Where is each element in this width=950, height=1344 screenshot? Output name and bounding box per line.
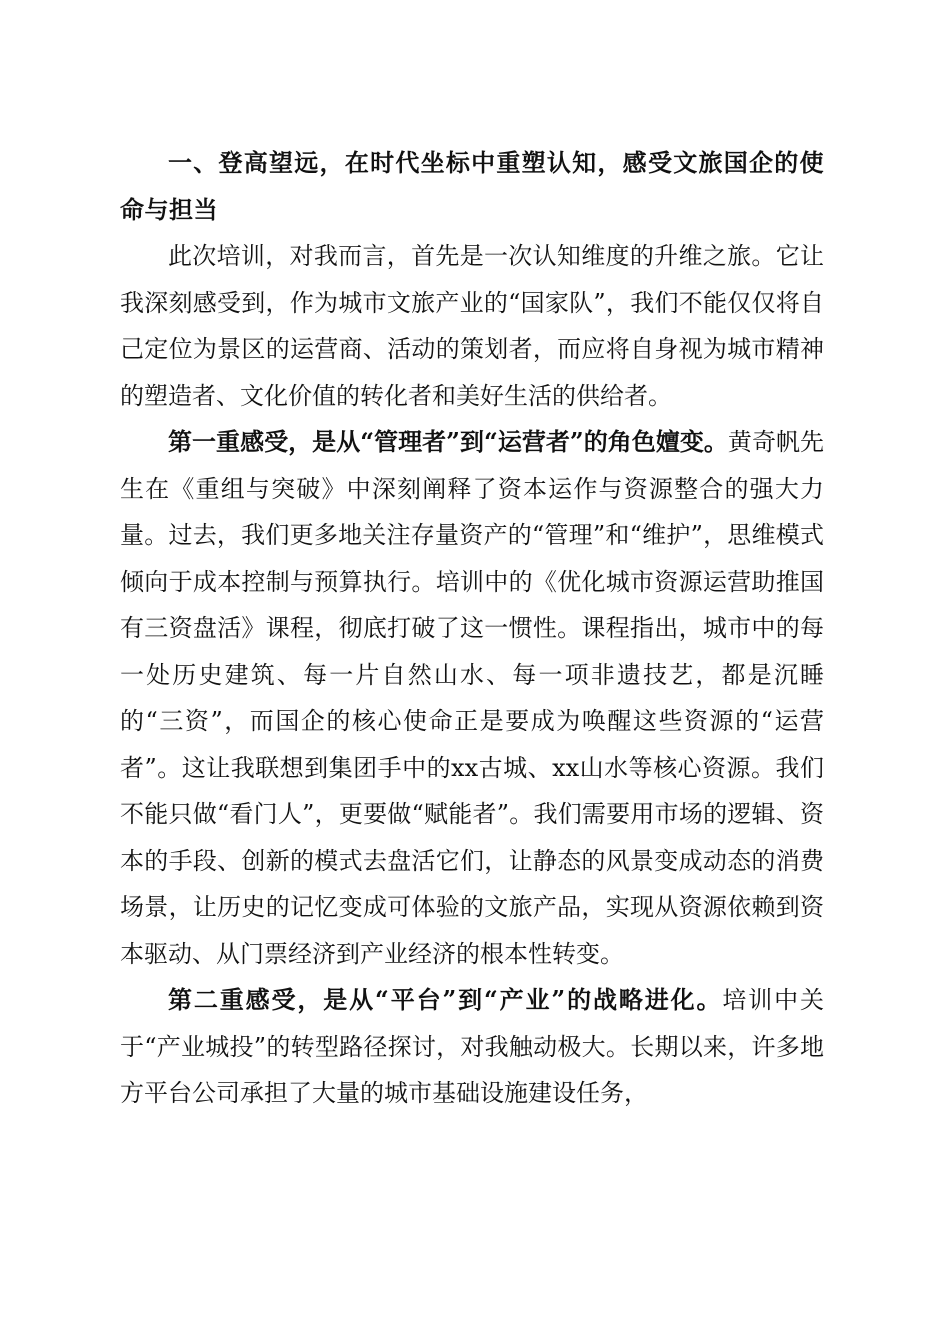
paragraph-3 xyxy=(120,977,824,1117)
paragraph-3-lead: 第二重感受，是从“平台”到“产业”的战略进化。 xyxy=(168,985,723,1014)
paragraph-2-text: 黄奇帆先生在《重组与突破》中深刻阐释了资本运作与资源整合的强大力量。过去，我们更多地关注存量资产的“管理”和“维护”，思维模式倾向于成本控制与预算执行。培训中的《优化城市资源运营助推国有三资盘活》课程，彻底打破了这一惯性。课程指出，城市中的每一处历史建筑、每一片自然山水、每一项非遗技艺，都是沉睡的“三资”，而国企的核心使命正是要成为唤醒这些资源的“运营者”。这让我联想到集团手中的xx古城、xx山水等核心资源。我们不能只做“看门人”，更要做“赋能者”。我们需要用市场的逻辑、资本的手段、创新的模式去盘活它们，让静态的风景变成动态的消费场景，让历史的记忆变成可体验的文旅产品，实现从资源依赖到资本驱动、从门票经济到产业经济的根本性转变。 xyxy=(120,428,825,968)
section-heading: 一、登高望远，在时代坐标中重塑认知，感受文旅国企的使命与担当 xyxy=(120,149,824,224)
paragraph-1-text: 此次培训，对我而言，首先是一次认知维度的升维之旅。它让我深刻感受到，作为城市文旅产业的“国家队”，我们不能仅仅将自己定位为景区的运营商、活动的策划者，而应将自身视为城市精神的塑造者、文化价值的转化者和美好生活的供给者。 xyxy=(120,242,824,410)
paragraph-2-lead: 第一重感受，是从“管理者”到“运营者”的角色嬗变。 xyxy=(168,427,728,456)
paragraph-2 xyxy=(120,419,824,977)
paragraph-1 xyxy=(120,233,824,419)
paragraph-3-text: 培训中关于“产业城投”的转型路径探讨，对我触动极大。长期以来，许多地方平台公司承担了大量的城市基础设施建设任务， xyxy=(120,986,825,1107)
document-body xyxy=(120,140,824,1117)
